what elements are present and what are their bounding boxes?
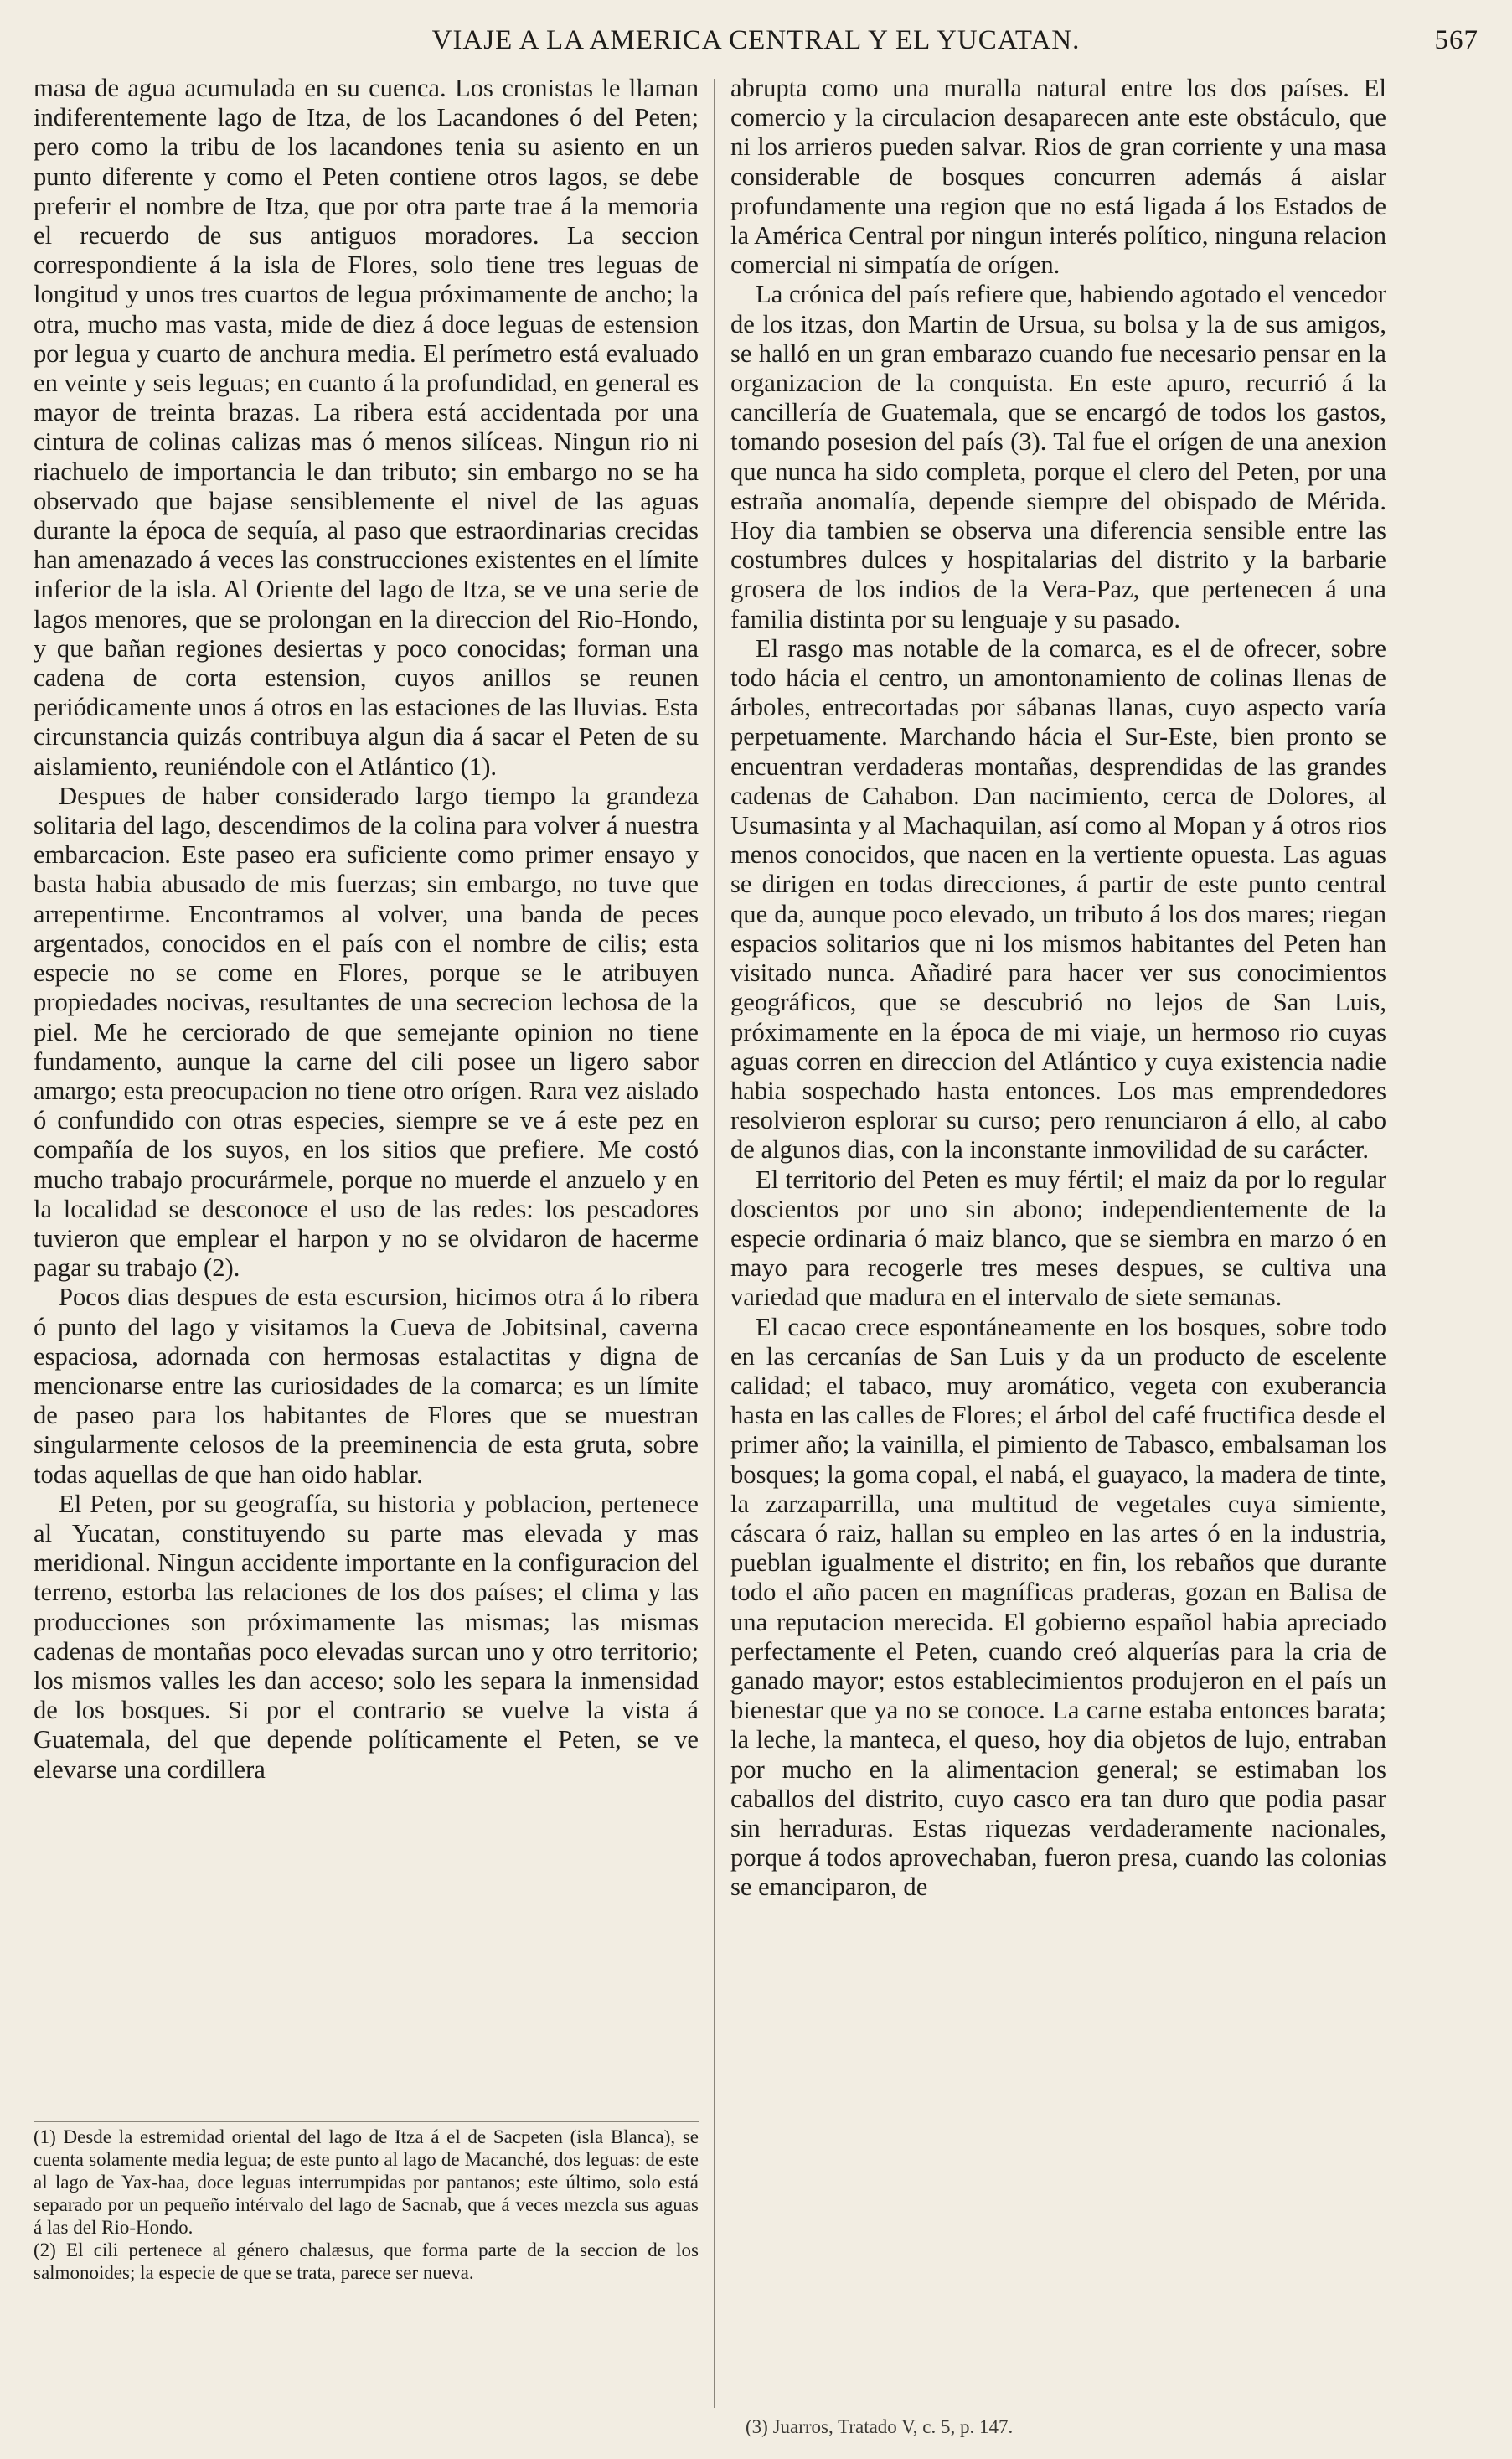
right-paragraph: La crónica del país refiere que, habiendo agotado el vencedor de los itzas, don Martin de Ursua, su bolsa y la de sus amigos, se halló en un gran embarazo cuando fue necesario pensar en la organizacion de la conquista. En este apuro, recurrió á la cancillería de Guatemala, que se encargó de todos los gastos, tomando posesion del país (3). Tal fue el orígen de una anexion que nunca ha sido completa, porque el clero del Peten, por una estraña anomalía, depende siempre del obispado de Mérida. Hoy dia tambien se observa una diferencia sensible entre las costumbres dulces y hospitalarias del distrito y la barbarie grosera de los indios de la Vera-Paz, que pertenecen á una familia distinta por su lenguaje y su pasado. [730,280,1386,633]
footnote-2: (2) El cili pertenece al género chalæsus, que forma parte de la seccion de los salmonoides; la especie de que se trata, parece ser nueva. [34,2239,699,2283]
running-header [34,25,1478,67]
footnote-1: (1) Desde la estremidad oriental del lago de Itza á el de Sacpeten (isla Blanca), se cuenta solamente media legua; de este punto al lago de Macanché, dos leguas: de este al lago de Yax-haa, doce leguas interrumpidas por pantanos; este último, solo está separado por un pequeño intérvalo del lago de Sacnab, que á veces mezcla sus aguas á las del Rio-Hondo. [34,2126,699,2238]
right-paragraph: El cacao crece espontáneamente en los bosques, sobre todo en las cercanías de San Luis y da un producto de escelente calidad; el tabaco, muy aromático, vegeta con exuberancia hasta en las calles de Flores; el árbol del café fructifica desde el primer año; la vainilla, el pimiento de Tabasco, embalsaman los bosques; la goma copal, el nabá, el guayaco, la madera de tinte, la zarzaparrilla, una multitud de vegetales cuya simiente, cáscara ó raiz, hallan su empleo en las artes ó en la industria, pueblan igualmente el distrito; en fin, los rebaños que durante todo el año pacen en magníficas praderas, gozan en Balisa de una reputacion merecida. El gobierno español habia apreciado perfectamente el Peten, cuando creó alquerías para la cria de ganado mayor; estos establecimientos produjeron en el país un bienestar que ya no se conoce. La carne estaba entonces barata; la leche, la manteca, el queso, hoy dia objetos de lujo, entraban por mucho en la alimentacion general; se estimaban los caballos del distrito, cuyo casco era tan duro que podia pasar sin herraduras. Estas riquezas verdaderamente nacionales, porque á todos aprovechaban, fueron presa, cuando las colonias se emanciparon, de [730,1312,1386,1902]
right-column [730,74,1386,1903]
left-paragraph: masa de agua acumulada en su cuenca. Los cronistas le llaman indiferentemente lago de Itza, de los Lacandones ó del Peten; pero como la tribu de los lacandones tenia su asiento en un punto diferente y como el Peten contiene otros lagos, se debe preferir el nombre de Itza, que por otra parte trae á la memoria el recuerdo de sus antiguos moradores. La seccion correspondiente á la isla de Flores, solo tiene tres leguas de longitud y unos tres cuartos de legua próximamente de ancho; la otra, mucho mas vasta, mide de diez á doce leguas de estension por legua y cuarto de anchura media. El perímetro está evaluado en veinte y seis leguas; en cuanto á la profundidad, en general es mayor de treinta brazas. La ribera está accidentada por una cintura de colinas calizas mas ó menos silíceas. Ningun rio ni riachuelo de importancia le dan tributo; sin embargo no se ha observado que bajase sensiblemente el nivel de las aguas durante la época de sequía, al paso que estraordinarias crecidas han amenazado á veces las construcciones existentes en el límite inferior de la isla. Al Oriente del lago de Itza, se ve una serie de lagos menores, que se prolongan en la direccion del Rio-Hondo, y que bañan regiones desiertas y poco conocidas; forman una cadena de corta estension, cuyos anillos se reunen periódicamente unos á otros en las estaciones de las lluvias. Esta circunstancia quizás contribuya algun dia á sacar el Peten de su aislamiento, reuniéndole con el Atlántico (1). [34,74,699,781]
left-paragraph: Pocos dias despues de esta escursion, hicimos otra á lo ribera ó punto del lago y visitamos la Cueva de Jobitsinal, caverna espaciosa, adornada con hermosas estalactitas y digna de mencionarse entre las curiosidades de la comarca; es un límite de paseo para los habitantes de Flores que se muestran singularmente celosos de la preeminencia de esta gruta, sobre todas aquellas de que han oido hablar. [34,1283,699,1489]
right-paragraph: abrupta como una muralla natural entre los dos países. El comercio y la circulacion desaparecen ante este obstáculo, que ni los arrieros pueden salvar. Rios de gran corriente y una masa considerable de bosques concurren además á aislar profundamente una region que no está ligada á los Estados de la América Central por ningun interés político, ninguna relacion comercial ni simpatía de orígen. [730,74,1386,280]
footnotes [34,2121,699,2284]
left-paragraph: Despues de haber considerado largo tiempo la grandeza solitaria del lago, descendimos de la colina para volver á nuestra embarcacion. Este paseo era suficiente como primer ensayo y basta habia abusado de mis fuerzas; sin embargo, no tuve que arrepentirme. Encontramos al volver, una banda de peces argentados, conocidos en el país con el nombre de cilis; esta especie no se come en Flores, porque se le atribuyen propiedades nocivas, resultantes de una secrecion lechosa de la piel. Me he cerciorado de que semejante opinion no tiene fundamento, aunque la carne del cili posee un ligero sabor amargo; esta preocupacion no tiene otro orígen. Rara vez aislado ó confundido con otras especies, siempre se ve á este pez en compañía de los suyos, en los sitios que prefiere. Me costó mucho trabajo procurármele, porque no muerde el anzuelo y en la localidad se desconoce el uso de las redes: los pescadores tuvieron que emplear el harpon y no se olvidaron de hacerme pagar su trabajo (2). [34,781,699,1283]
page-number: 567 [1434,25,1478,55]
running-title: VIAJE A LA AMERICA CENTRAL Y EL YUCATAN. [431,25,1081,55]
right-paragraph: El territorio del Peten es muy fértil; el maiz da por lo regular doscientos por uno sin abono; independientemente de la especie ordinaria ó maiz blanco, que se siembra en marzo ó en mayo para recogerle tres meses despues, se cultiva una variedad que madura en el intervalo de siete semanas. [730,1165,1386,1312]
left-paragraph: El Peten, por su geografía, su historia y poblacion, pertenece al Yucatan, constituyendo su parte mas elevada y mas meridional. Ningun accidente importante en la configuracion del terreno, estorba las relaciones de los dos países; el clima y las producciones son próximamente las mismas; las mismas cadenas de montañas poco elevadas surcan uno y otro territorio; los mismos valles les dan acceso; solo les separa la inmensidad de los bosques. Si por el contrario se vuelve la vista á Guatemala, del que depende políticamente el Peten, se ve elevarse una cordillera [34,1489,699,1784]
footnote-3: (3) Juarros, Tratado V, c. 5, p. 147. [746,2416,1014,2437]
column-divider [714,79,715,2408]
right-paragraph: El rasgo mas notable de la comarca, es el de ofrecer, sobre todo hácia el centro, un amontonamiento de colinas llenas de árboles, entrecortadas por sábanas llanas, cuyo aspecto varía perpetuamente. Marchando hácia el Sur-Este, bien pronto se encuentran verdaderas montañas, desprendidas de las grandes cadenas de Cahabon. Dan nacimiento, cerca de Dolores, al Usumasinta y al Machaquilan, así como al Mopan y á otros rios menos conocidos, que nacen en la vertiente opuesta. Las aguas se dirigen en todas direcciones, á partir de este punto central que da, aunque poco elevado, un tributo á los dos mares; riegan espacios solitarios que ni los mismos habitantes del Peten han visitado nunca. Añadiré para hacer ver sus conocimientos geográficos, que se descubrió no lejos de San Luis, próximamente en la época de mi viaje, un hermoso rio cuyas aguas corren en direccion del Atlántico y cuya existencia nadie habia sospechado hasta entonces. Los mas emprendedores resolvieron esplorar su curso; pero renunciaron á ello, al cabo de algunos dias, con la inconstante inmovilidad de su carácter. [730,633,1386,1165]
footnote-separator [34,2121,699,2122]
left-column [34,74,699,1785]
